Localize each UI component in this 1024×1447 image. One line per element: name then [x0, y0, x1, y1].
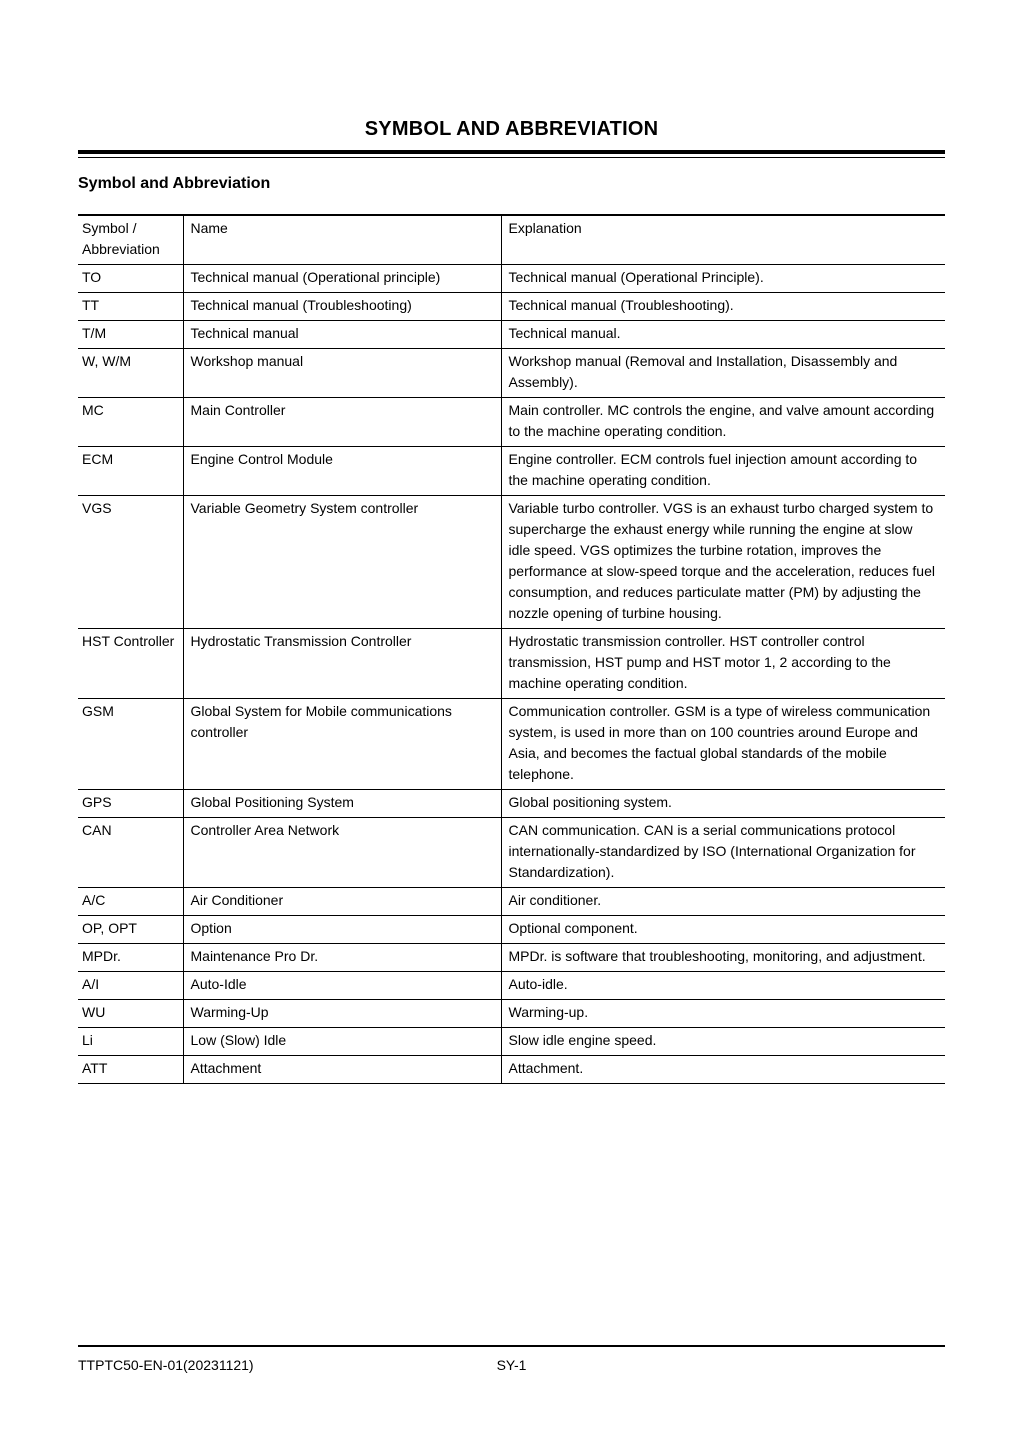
cell-explanation: Main controller. MC controls the engine, and valve amount according to the machine operating condition.: [501, 398, 945, 447]
abbreviation-table-body: [78, 265, 945, 1084]
table-row: [78, 293, 945, 321]
cell-name: Option: [183, 916, 501, 944]
cell-symbol: ATT: [78, 1056, 183, 1084]
cell-explanation: Slow idle engine speed.: [501, 1028, 945, 1056]
cell-explanation: Warming-up.: [501, 1000, 945, 1028]
cell-symbol: WU: [78, 1000, 183, 1028]
cell-name: Warming-Up: [183, 1000, 501, 1028]
cell-name: Engine Control Module: [183, 447, 501, 496]
table-row: [78, 699, 945, 790]
cell-explanation: Air conditioner.: [501, 888, 945, 916]
cell-name: Variable Geometry System controller: [183, 496, 501, 629]
cell-explanation: Workshop manual (Removal and Installation, Disassembly and Assembly).: [501, 349, 945, 398]
table-row: [78, 1000, 945, 1028]
cell-name: Workshop manual: [183, 349, 501, 398]
cell-symbol: CAN: [78, 818, 183, 888]
table-row: [78, 818, 945, 888]
cell-symbol: A/C: [78, 888, 183, 916]
table-header-row: [78, 215, 945, 265]
table-row: [78, 790, 945, 818]
table-row: [78, 1056, 945, 1084]
cell-name: Technical manual (Operational principle): [183, 265, 501, 293]
table-row: [78, 944, 945, 972]
cell-explanation: Communication controller. GSM is a type of wireless communication system, is used in more than on 100 countries around Europe and Asia, and becomes the factual global standards of the mobile telephone.: [501, 699, 945, 790]
table-row: [78, 398, 945, 447]
cell-symbol: MC: [78, 398, 183, 447]
header-name: Name: [183, 215, 501, 265]
cell-explanation: Technical manual (Operational Principle).: [501, 265, 945, 293]
cell-symbol: GPS: [78, 790, 183, 818]
cell-name: Global Positioning System: [183, 790, 501, 818]
table-row: [78, 447, 945, 496]
cell-explanation: Hydrostatic transmission controller. HST controller control transmission, HST pump and HST motor 1, 2 according to the machine operating condition.: [501, 629, 945, 699]
cell-name: Global System for Mobile communications controller: [183, 699, 501, 790]
cell-symbol: OP, OPT: [78, 916, 183, 944]
cell-symbol: GSM: [78, 699, 183, 790]
title-rule: [78, 150, 945, 158]
header-symbol-abbreviation: Symbol / Abbreviation: [78, 215, 183, 265]
cell-symbol: W, W/M: [78, 349, 183, 398]
cell-explanation: Technical manual.: [501, 321, 945, 349]
table-row: [78, 265, 945, 293]
cell-name: Air Conditioner: [183, 888, 501, 916]
cell-explanation: Engine controller. ECM controls fuel injection amount according to the machine operating condition.: [501, 447, 945, 496]
page-footer: [78, 1345, 945, 1373]
section-heading: Symbol and Abbreviation: [78, 175, 271, 192]
cell-name: Maintenance Pro Dr.: [183, 944, 501, 972]
table-row: [78, 972, 945, 1000]
table-row: [78, 916, 945, 944]
cell-symbol: A/I: [78, 972, 183, 1000]
footer-page-number: SY-1: [496, 1357, 527, 1373]
cell-symbol: HST Controller: [78, 629, 183, 699]
cell-explanation: MPDr. is software that troubleshooting, monitoring, and adjustment.: [501, 944, 945, 972]
cell-explanation: Technical manual (Troubleshooting).: [501, 293, 945, 321]
cell-symbol: ECM: [78, 447, 183, 496]
cell-explanation: Variable turbo controller. VGS is an exhaust turbo charged system to supercharge the exhaust energy while running the engine at slow idle speed. VGS optimizes the turbine rotation, improves the performance at slow-speed torque and the acceleration, reduces fuel consumption, and reduces particulate matter (PM) by adjusting the nozzle opening of turbine housing.: [501, 496, 945, 629]
cell-symbol: T/M: [78, 321, 183, 349]
cell-name: Attachment: [183, 1056, 501, 1084]
cell-explanation: Auto-idle.: [501, 972, 945, 1000]
cell-name: Hydrostatic Transmission Controller: [183, 629, 501, 699]
cell-explanation: Global positioning system.: [501, 790, 945, 818]
cell-name: Controller Area Network: [183, 818, 501, 888]
abbreviation-table: [78, 214, 945, 1084]
cell-name: Technical manual (Troubleshooting): [183, 293, 501, 321]
cell-symbol: TT: [78, 293, 183, 321]
table-row: [78, 629, 945, 699]
header-explanation: Explanation: [501, 215, 945, 265]
table-row: [78, 888, 945, 916]
cell-symbol: TO: [78, 265, 183, 293]
cell-name: Main Controller: [183, 398, 501, 447]
page-title: SYMBOL AND ABBREVIATION: [364, 118, 659, 140]
cell-explanation: CAN communication. CAN is a serial communications protocol internationally-standardized by ISO (International Organization for Standardization).: [501, 818, 945, 888]
table-row: [78, 496, 945, 629]
cell-name: Auto-Idle: [183, 972, 501, 1000]
cell-name: Low (Slow) Idle: [183, 1028, 501, 1056]
cell-name: Technical manual: [183, 321, 501, 349]
cell-symbol: MPDr.: [78, 944, 183, 972]
cell-symbol: VGS: [78, 496, 183, 629]
cell-explanation: Attachment.: [501, 1056, 945, 1084]
cell-explanation: Optional component.: [501, 916, 945, 944]
table-row: [78, 321, 945, 349]
cell-symbol: Li: [78, 1028, 183, 1056]
table-row: [78, 349, 945, 398]
table-row: [78, 1028, 945, 1056]
footer-doc-code: TTPTC50-EN-01(20231121): [78, 1357, 254, 1373]
